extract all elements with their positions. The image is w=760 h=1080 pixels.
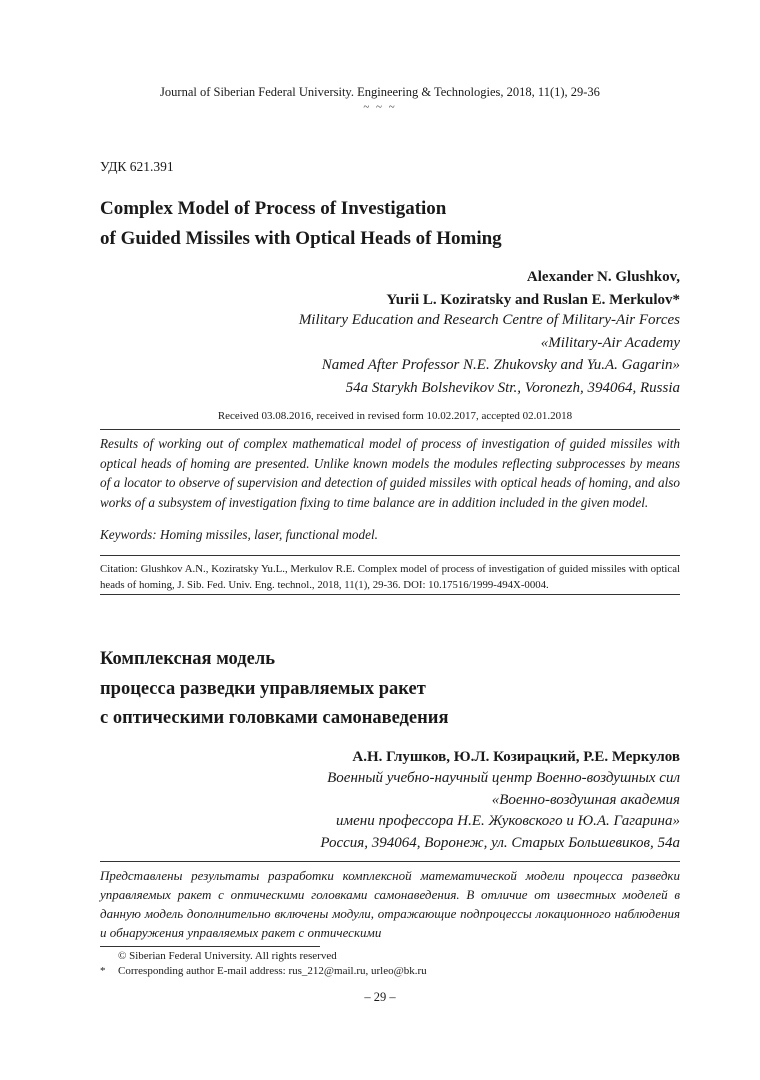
header-ornament: ~ ~ ~ <box>363 101 397 113</box>
english-title-line: of Guided Missiles with Optical Heads of Homing <box>100 228 502 249</box>
english-abstract-text: Results of working out of complex mathematical model of process of investigation of guided missiles with optical heads of homing are presented. Unlike known models the modules reflecting subprocesses by means of a locator to observe of supervision and detection of guided missiles with optical heads of homing, and also works of a subsystem of investigation fixing to time balance are in addition included in the given model. <box>100 436 680 510</box>
russian-abstract <box>100 866 680 942</box>
corresponding-author <box>100 965 427 977</box>
russian-affiliation <box>320 768 680 854</box>
english-title <box>100 194 502 254</box>
english-affiliation <box>299 309 680 399</box>
english-affiliation-line: 54a Starykh Bolshevikov Str., Voronezh, 394064, Russia <box>345 379 680 396</box>
russian-affiliation-line: Военный учебно-научный центр Военно-воздушных сил <box>327 770 680 786</box>
russian-title-line: Комплексная модель <box>100 649 276 669</box>
citation: Citation: Glushkov A.N., Koziratsky Yu.L., Merkulov R.E. Complex model of process of investigation of guided missiles with optical heads of homing, J. Sib. Fed. Univ. Eng. technol., 2018, 11(1), 29-36. DOI: 10.17516/1999-494X-0004. <box>100 563 680 591</box>
english-affiliation-line: Military Education and Research Centre of Military-Air Forces <box>298 312 680 328</box>
english-affiliation-line: Named After Professor N.E. Zhukovsky and Yu.A. Gagarin» <box>321 357 680 373</box>
english-authors-line: Yurii L. Koziratsky and Ruslan E. Merkulov* <box>386 291 680 308</box>
english-affiliation-line: «Military-Air Academy <box>540 334 680 351</box>
corresponding-author-text: Corresponding author E-mail address: rus_212@mail.ru, urleo@bk.ru <box>118 965 427 977</box>
russian-title-line: с оптическими головками самонаведения <box>100 708 449 728</box>
citation-bottom-rule <box>100 594 680 595</box>
russian-title-line: процесса разведки управляемых ракет <box>100 678 426 699</box>
english-authors <box>386 266 680 311</box>
footnote-rule <box>100 946 320 947</box>
russian-abstract-rule <box>100 861 680 862</box>
copyright-notice: © Siberian Federal University. All rights reserved <box>118 950 337 962</box>
citation-top-rule <box>100 555 680 556</box>
received-dates: Received 03.08.2016, received in revised form 10.02.2017, accepted 02.01.2018 <box>217 410 573 422</box>
journal-header: Journal of Siberian Federal University. Engineering & Technologies, 2018, 11(1), 29-36 <box>160 85 600 99</box>
english-authors-line: Alexander N. Glushkov, <box>526 269 680 285</box>
udk-code: УДК 621.391 <box>100 159 174 174</box>
russian-abstract-text: Представлены результаты разработки комплексной математической модели процесса разведки управляемых ракет с оптическими головками самонаведения. В отличие от известных моделей в данную модель дополнительно включены модули, отражающие подпроцессы локационного наблюдения и обнаружения управляемых ракет с оптическими <box>100 868 680 940</box>
russian-authors: А.Н. Глушков, Ю.Л. Козирацкий, Р.Е. Меркулов <box>352 749 680 765</box>
russian-affiliation-line: Россия, 394064, Воронеж, ул. Старых Большевиков, 54а <box>320 834 680 851</box>
russian-affiliation-line: «Военно-воздушная академия <box>491 791 680 808</box>
english-title-line: Complex Model of Process of Investigation <box>100 198 447 219</box>
english-abstract <box>100 434 680 512</box>
footnote-marker: * <box>100 965 106 977</box>
abstract-top-rule <box>100 429 680 430</box>
english-keywords: Keywords: Homing missiles, laser, functional model. <box>100 527 378 542</box>
russian-title <box>100 645 448 734</box>
russian-affiliation-line: имени профессора Н.Е. Жуковского и Ю.А. Гагарина» <box>336 813 680 829</box>
page-number: – 29 – <box>364 990 396 1004</box>
